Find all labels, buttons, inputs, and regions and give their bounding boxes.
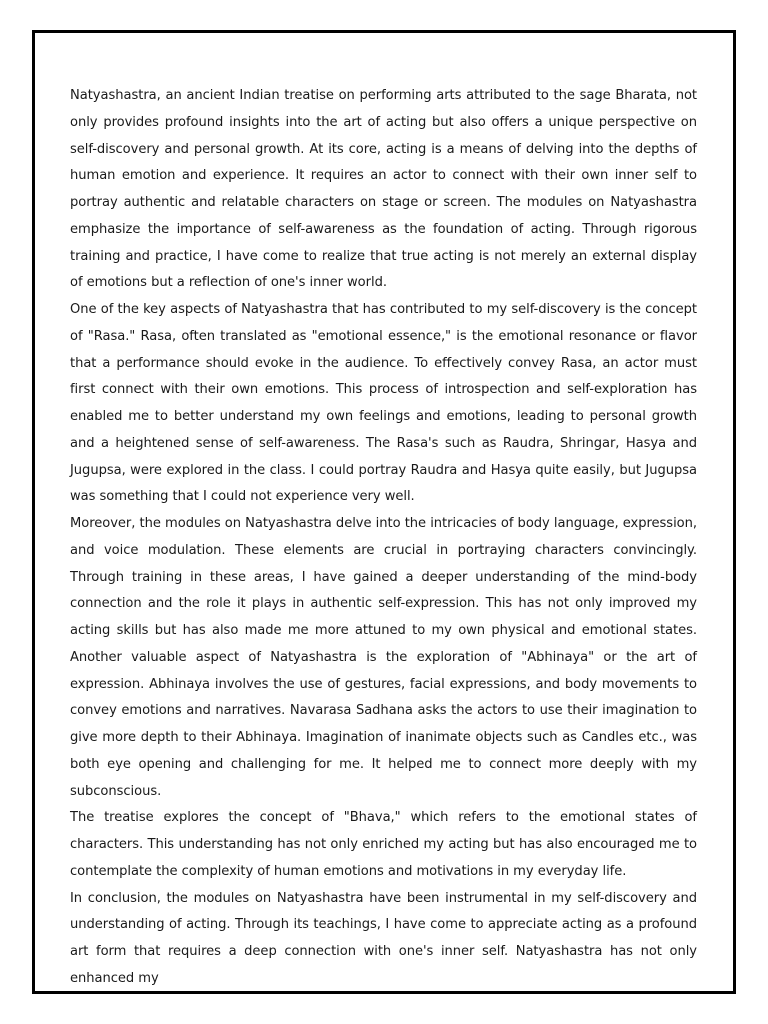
paragraph-bhava: The treatise explores the concept of "Bhava," which refers to the emotional states of characters. This understanding has not only enriched my acting but has also encouraged me to contemplate the complexity of human emotions and motivations in my everyday life.: [70, 810, 697, 879]
document-body: [70, 83, 697, 986]
paragraph-intro: Natyashastra, an ancient Indian treatise on performing arts attributed to the sage Bharata, not only provides profound insights into the art of acting but also offers a unique perspective on self-discovery and personal growth. At its core, acting is a means of delving into the depths of human emotion and experience. It requires an actor to connect with their own inner self to portray authentic and relatable characters on stage or screen. The modules on Natyashastra emphasize the importance of self-awareness as the foundation of acting. Through rigorous training and practice, I have come to realize that true acting is not merely an external display of emotions but a reflection of one's inner world.: [70, 88, 697, 291]
paragraph-abhinaya: Moreover, the modules on Natyashastra delve into the intricacies of body language, expression, and voice modulation. These elements are crucial in portraying characters convincingly. Through training in these areas, I have gained a deeper understanding of the mind-body connection and the role it plays in authentic self-expression. This has not only improved my acting skills but has also made me more attuned to my own physical and emotional states. Another valuable aspect of Natyashastra is the exploration of "Abhinaya" or the art of expression. Abhinaya involves the use of gestures, facial expressions, and body movements to convey emotions and narratives. Navarasa Sadhana asks the actors to use their imagination to give more depth to their Abhinaya. Imagination of inanimate objects such as Candles etc., was both eye opening and challenging for me. It helped me to connect more deeply with my subconscious.: [70, 516, 697, 799]
paragraph-rasa: One of the key aspects of Natyashastra that has contributed to my self-discovery is the concept of "Rasa." Rasa, often translated as "emotional essence," is the emotional resonance or flavor that a performance should evoke in the audience. To effectively convey Rasa, an actor must first connect with their own emotions. This process of introspection and self-exploration has enabled me to better understand my own feelings and emotions, leading to personal growth and a heightened sense of self-awareness. The Rasa's such as Raudra, Shringar, Hasya and Jugupsa, were explored in the class. I could portray Raudra and Hasya quite easily, but Jugupsa was something that I could not experience very well.: [70, 302, 697, 505]
paragraph-conclusion: In conclusion, the modules on Natyashastra have been instrumental in my self-discovery and understanding of acting. Through its teachings, I have come to appreciate acting as a profound art form that requires a deep connection with one's inner self. Natyashastra has not only enhanced my: [70, 890, 697, 986]
